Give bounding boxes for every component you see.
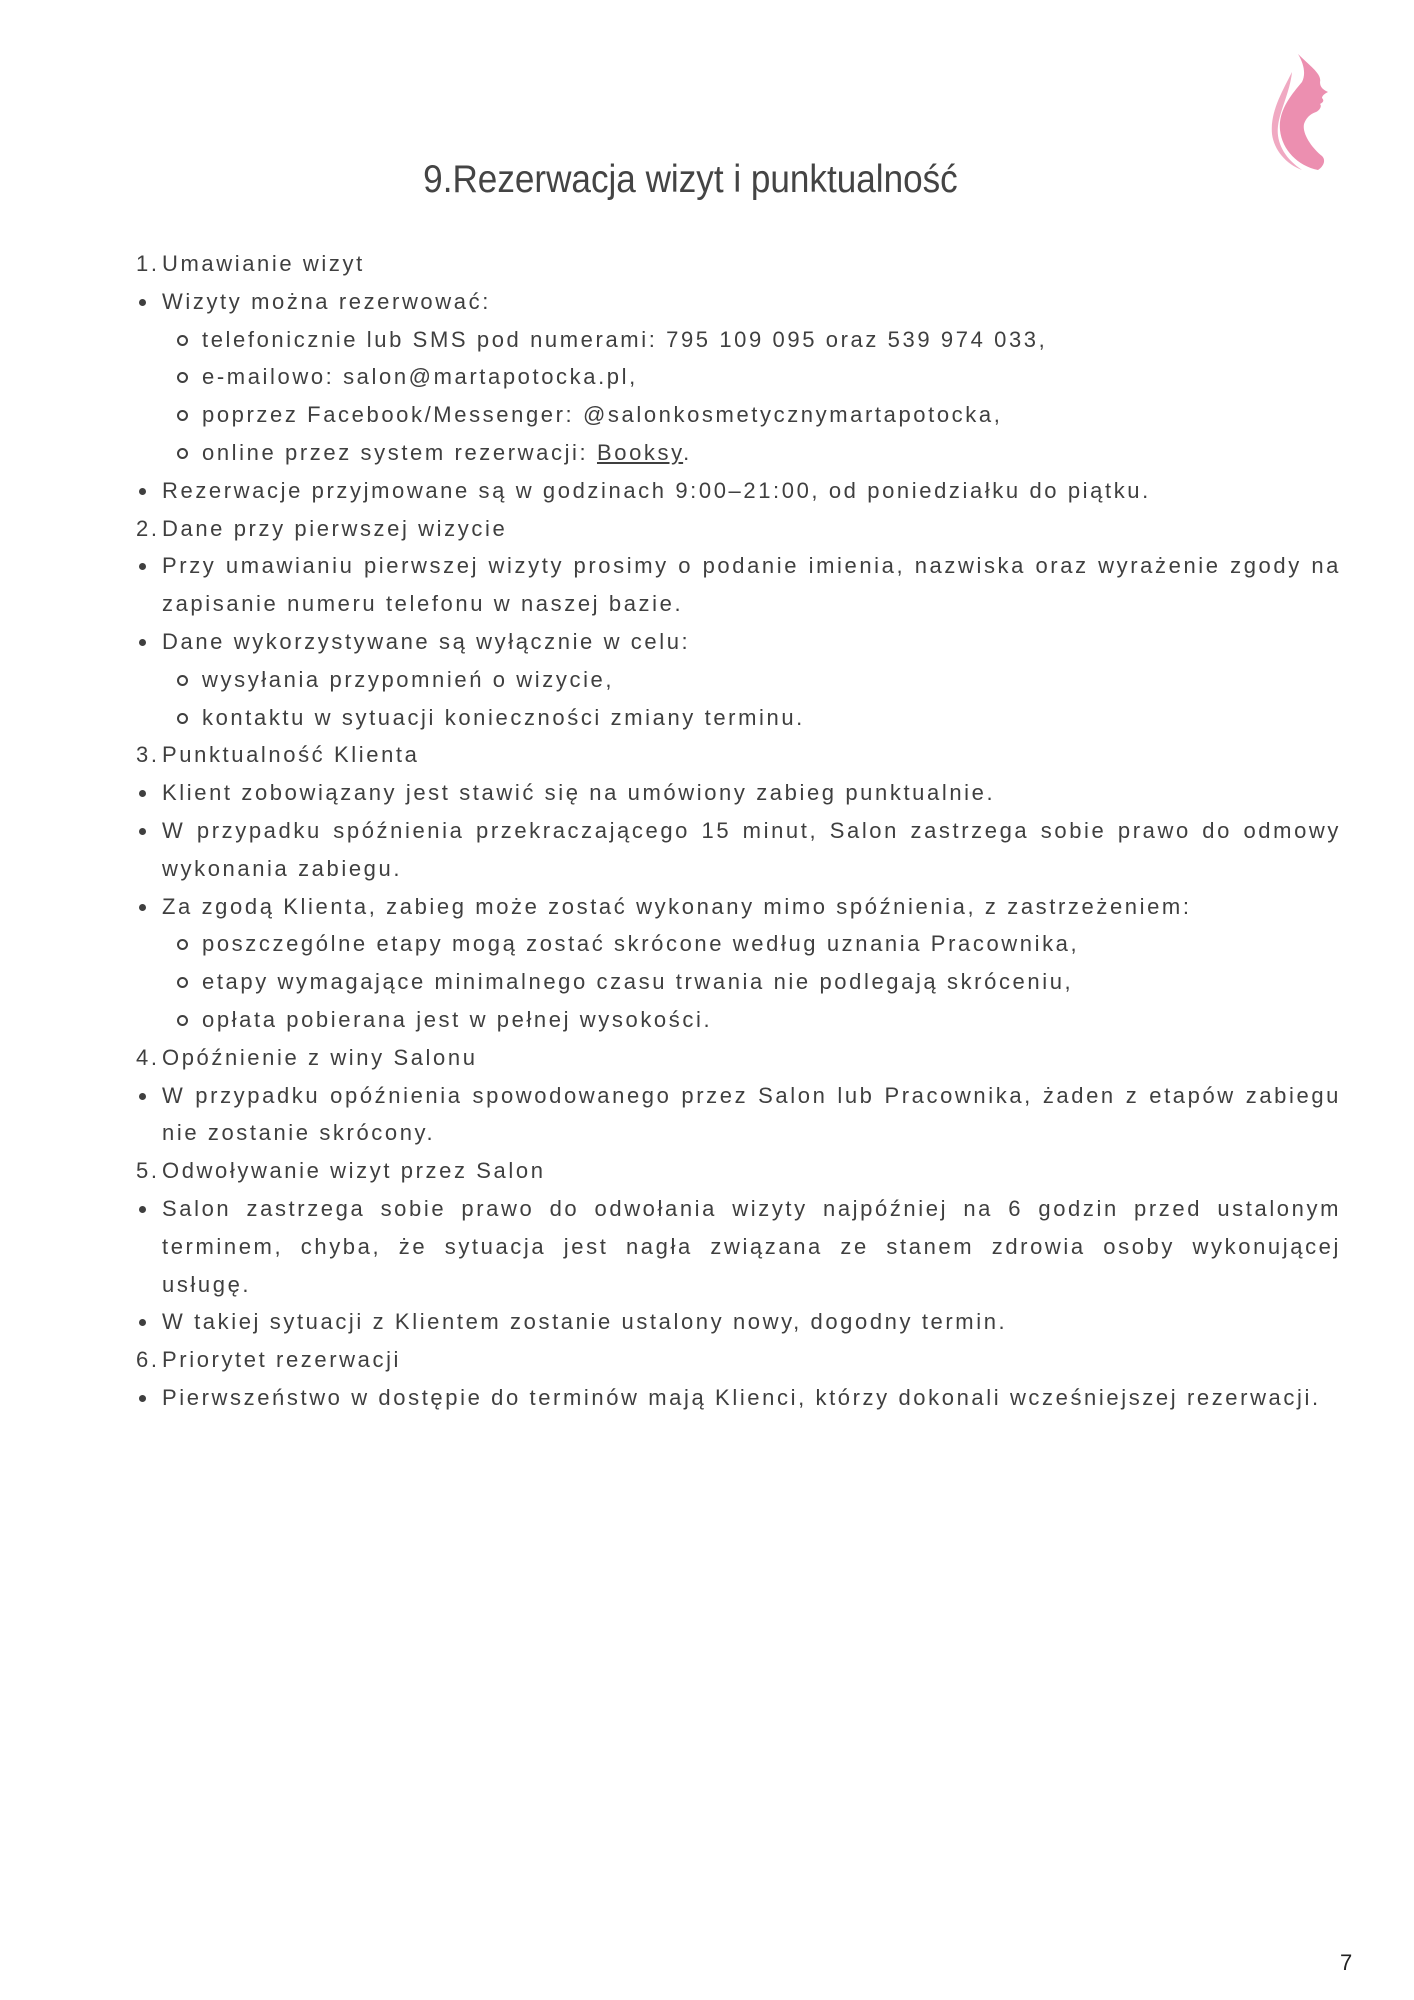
hollow-bullet-icon (177, 1015, 188, 1026)
bullet-icon (139, 828, 146, 835)
hollow-bullet-icon (177, 410, 188, 421)
section-number: 1. (136, 251, 160, 276)
hollow-bullet-icon (177, 335, 188, 346)
hollow-bullet-icon (177, 977, 188, 988)
list-item: W takiej sytuacji z Klientem zostanie ustalony nowy, dogodny termin. (136, 1303, 1341, 1341)
section-number: 4. (136, 1044, 160, 1070)
page-number: 7 (1340, 1950, 1353, 1975)
bullet-icon (139, 1319, 146, 1326)
list-item: Klient zobowiązany jest stawić się na umówiony zabieg punktualnie. (136, 774, 1341, 812)
sub-list-item: poszczególne etapy mogą zostać skrócone według uznania Pracownika, (136, 925, 1341, 963)
bullet-icon (139, 1093, 146, 1100)
hollow-bullet-icon (177, 939, 188, 950)
section-heading: 5. Odwoływanie wizyt przez Salon (136, 1152, 1341, 1190)
sub-list-item: telefonicznie lub SMS pod numerami: 795 109 095 oraz 539 974 033, (136, 321, 1341, 359)
list-item: Wizyty można rezerwować: (136, 283, 1341, 321)
list-item: Przy umawianiu pierwszej wizyty prosimy o podanie imienia, nazwiska oraz wyrażenie zgody na zapisanie numeru telefonu w naszej bazie. (136, 547, 1341, 623)
section-heading: 2. Dane przy pierwszej wizycie (136, 510, 1341, 548)
document-body (136, 245, 1341, 1417)
section-heading: 1. Umawianie wizyt (136, 245, 1341, 283)
bullet-icon (139, 299, 146, 306)
bullet-icon (139, 563, 146, 570)
section-number: 2. (136, 515, 160, 541)
list-item: Salon zastrzega sobie prawo do odwołania wizyty najpóźniej na 6 godzin przed ustalonym terminem, chyba, że sytuacja jest nagła związana ze stanem zdrowia osoby wykonującej usługę. (136, 1190, 1341, 1303)
list-item: Rezerwacje przyjmowane są w godzinach 9:00–21:00, od poniedziałku do piątku. (136, 472, 1341, 510)
section-heading: 6. Priorytet rezerwacji (136, 1341, 1341, 1379)
hollow-bullet-icon (177, 448, 188, 459)
list-item: Dane wykorzystywane są wyłącznie w celu: (136, 623, 1341, 661)
section-number: 5. (136, 1158, 160, 1184)
bullet-icon (139, 639, 146, 646)
sub-list-item: opłata pobierana jest w pełnej wysokości. (136, 1001, 1341, 1039)
page-title: 9.Rezerwacja wizyt i punktualność (423, 158, 958, 201)
bullet-icon (139, 790, 146, 797)
bullet-icon (139, 1206, 146, 1213)
list-item: W przypadku spóźnienia przekraczającego 15 minut, Salon zastrzega sobie prawo do odmowy wykonania zabiegu. (136, 812, 1341, 888)
hollow-bullet-icon (177, 675, 188, 686)
section-number: 3. (136, 742, 160, 768)
list-item: Pierwszeństwo w dostępie do terminów mają Klienci, którzy dokonali wcześniejszej rezerwacji. (136, 1379, 1341, 1417)
sub-list-item: wysyłania przypomnień o wizycie, (136, 661, 1341, 699)
hollow-bullet-icon (177, 713, 188, 724)
bullet-icon (139, 488, 146, 495)
booksy-link[interactable]: Booksy (596, 439, 684, 465)
sub-list-item: e-mailowo: salon@martapotocka.pl, (136, 358, 1341, 396)
section-number: 6. (136, 1347, 160, 1373)
section-heading: 4. Opóźnienie z winy Salonu (136, 1039, 1341, 1077)
bullet-icon (139, 904, 146, 911)
sub-list-item: etapy wymagające minimalnego czasu trwania nie podlegają skróceniu, (136, 963, 1341, 1001)
list-item: W przypadku opóźnienia spowodowanego przez Salon lub Pracownika, żaden z etapów zabiegu nie zostanie skrócony. (136, 1077, 1341, 1153)
bullet-icon (139, 1395, 146, 1402)
sub-list-item: online przez system rezerwacji: Booksy. (136, 434, 1341, 472)
sub-list-item: poprzez Facebook/Messenger: @salonkosmetycznymartapotocka, (136, 396, 1341, 434)
section-heading: 3. Punktualność Klienta (136, 736, 1341, 774)
woman-profile-logo-icon (1262, 52, 1338, 174)
sub-list-item: kontaktu w sytuacji konieczności zmiany terminu. (136, 699, 1341, 737)
hollow-bullet-icon (177, 372, 188, 383)
list-item: Za zgodą Klienta, zabieg może zostać wykonany mimo spóźnienia, z zastrzeżeniem: (136, 888, 1341, 926)
